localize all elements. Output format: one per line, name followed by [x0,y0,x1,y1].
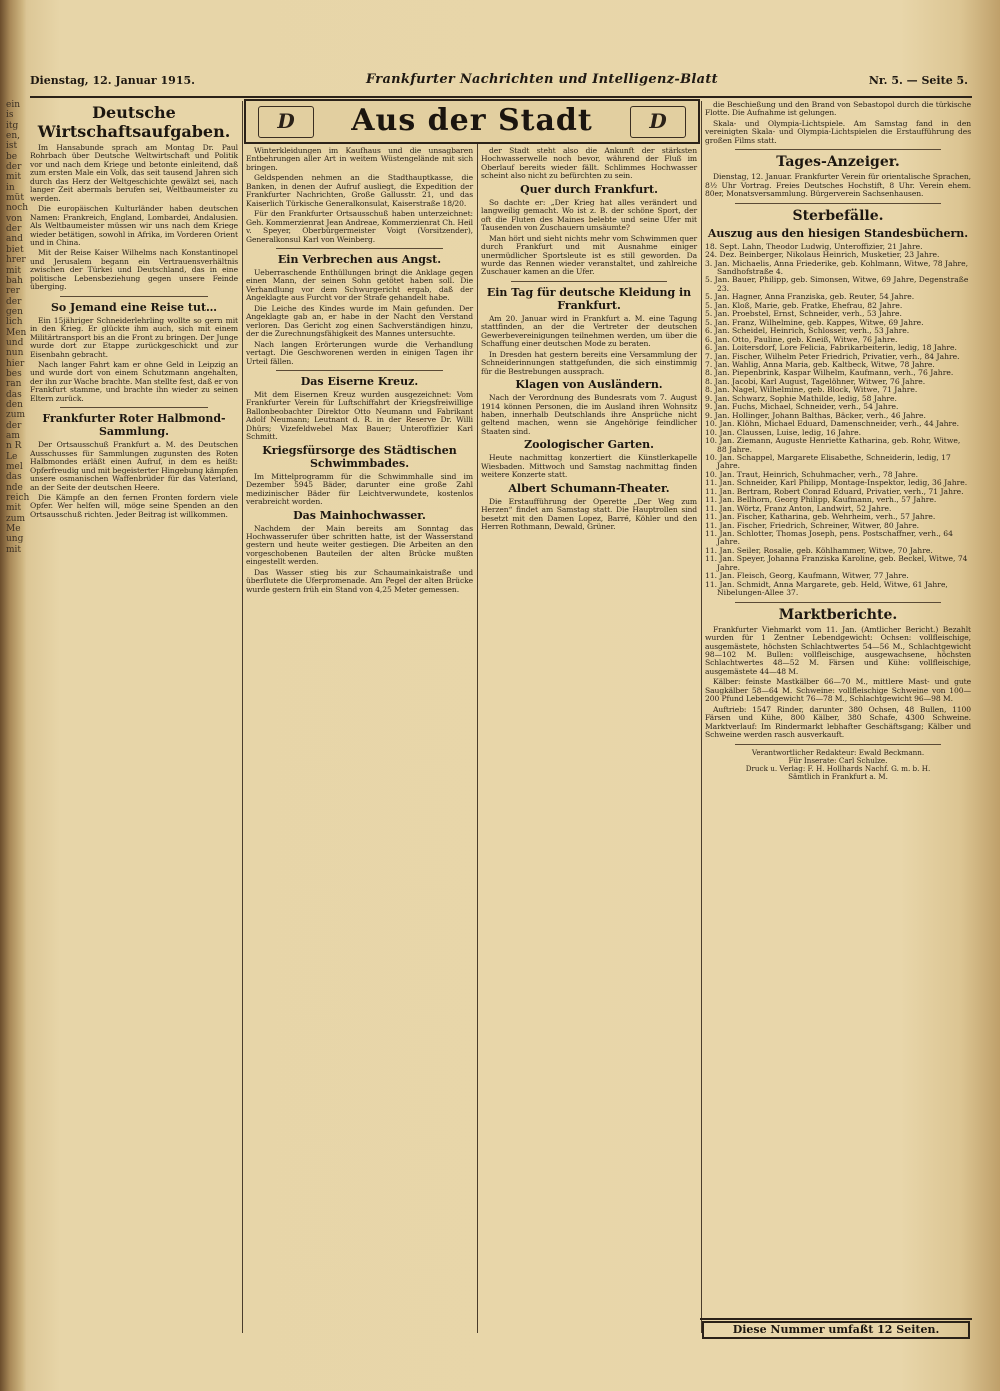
article-separator [276,248,443,249]
list-item: 8. Jan. Jacobi, Karl August, Tagelöhner, Witwer, 76 Jahre. [705,376,926,386]
section-heading: Sterbefälle. [792,207,884,224]
death-notices-list [705,243,971,598]
article-paragraph: Skala- und Olympia-Lichtspiele. Am Samstag fand in den vereinigten Skala- und Olympia-Lichtspielen die Erstaufführung des großen Films statt. [705,118,971,145]
section-heading: Tages-Anzeiger. [776,154,900,171]
column-2 [246,147,473,1333]
article-paragraph: Das Wasser stieg bis zur Schaumainkaistraße und überflutete die Uferpromenade. Am Pegel der alten Brücke wurde gestern früh ein Stand von 4,25 Meter gemessen. [246,567,473,594]
imprint [705,749,971,782]
article-paragraph: Am 20. Januar wird in Frankfurt a. M. eine Tagung stattfinden, an der die Vertreter der deutschen Gewerbevereinigungen teilnehmen werden, um über die Schaffung einer deutschen Mode zu beraten. [481,313,697,349]
article-paragraph: Die Leiche des Kindes wurde im Main gefunden. Der Angeklagte gab an, er habe in der Nacht den Verstand verloren. Das Gericht zog einen Sachverständigen hinzu, der die Zurechnungsfähigkeit des Mannes untersuchte. [246,303,473,339]
list-item: 11. Jan. Speyer, Johanna Franziska Karoline, geb. Beckel, Witwe, 74 Jahre. [705,554,968,572]
article-separator [735,744,941,745]
list-item: 9. Jan. Fuchs, Michael, Schneider, verh., 54 Jahre. [705,402,899,412]
page-header [30,70,970,94]
footer-rule [700,1318,972,1320]
article-heading: Albert Schumann-Theater. [508,481,670,495]
article-paragraph: So dachte er: „Der Krieg hat alles verändert und langweilig gemacht. Wo ist z. B. der schöne Sport, der oft die Fluten des Maines belebte und seine Ufer mit Tausenden von Zuschauern umsäumte? [481,197,697,233]
list-item: 5. Jan. Kloß, Marie, geb. Fratke, Ehefrau, 82 Jahre. [705,300,903,310]
section-banner [244,99,700,144]
list-item: 11. Jan. Schlotter, Thomas Joseph, pens. Postschaffner, verh., 64 Jahre. [705,529,953,547]
article-paragraph: Im Hansabunde sprach am Montag Dr. Paul Rohrbach über Deutsche Weltwirtschaft und Politik vor und nach dem Kriege und betonte einleitend, daß zum ersten Male ein Volk, das seit tausend Jahren sich durch das Herz der Weltgeschichte gewälzt sei, nach langer Zeit abermals berufen sei, Weltbaumeister zu werden. [30,143,238,203]
list-item: 7. Jan. Fischer, Wilhelm Peter Friedrich, Privatier, verh., 84 Jahre. [705,351,960,361]
article-separator [276,370,443,371]
article-paragraph: Frankfurter Viehmarkt vom 11. Jan. (Amtlicher Bericht.) Bezahlt wurden für 1 Zentner Lebendgewicht: Ochsen: vollfleischige, ausgemästete, höchsten Schlachtwertes 54—56 M., Schlachtgewicht 98—102 M. Bullen: vollfleischige, ausgewachsene, höchsten Schlachtwertes 48—52 M. Färsen und Kühe: vollfleischige, ausgemästete 44—48 M. [705,624,971,676]
article-heading: Deutsche Wirtschaftsaufgaben. [37,103,231,141]
list-item: 3. Jan. Michaelis, Anna Friederike, geb. Kohlmann, Witwe, 78 Jahre, Sandhofstraße 4. [705,258,969,276]
article-paragraph: die Beschießung und den Brand von Sebastopol durch die türkische Flotte. Die Aufnahme ist gelungen. [705,100,971,118]
article-paragraph: Der Ortsausschuß Frankfurt a. M. des Deutschen Ausschusses für Sammlungen zugunsten des Roten Halbmondes erläßt einen Aufruf, in dem es heißt: Opferfreudig und mit begeisterter Hingebung kämpfen unsere osmanischen Waffenbrüder für das Vaterland, an der Seite der deutschen Heere. [30,440,238,492]
article-paragraph: Nach der Verordnung des Bundesrats vom 7. August 1914 können Personen, die im Ausland ihren Wohnsitz haben, innerhalb Deutschlands ihre Ansprüche nicht geltend machen, wenn sie Angehörige feindlicher Staaten sind. [481,393,697,436]
article-paragraph: der Stadt steht also die Ankunft der stärksten Hochwasserwelle noch bevor, während der Fluß im Oberlauf bereits wieder fällt. Schlimmes Hochwasser scheint also nicht zu befürchten zu sein. [481,146,697,181]
article-separator [735,602,941,603]
list-item: 24. Dez. Beinberger, Nikolaus Heinrich, Musketier, 23 Jahre. [705,250,940,260]
page-count-notice: Diese Nummer umfaßt 12 Seiten. [702,1321,970,1339]
section-title: Aus der Stadt [351,103,593,138]
article-heading: So Jemand eine Reise tut… [50,300,218,314]
article-paragraph: Dienstag, 12. Januar. Frankfurter Verein für orientalische Sprachen, 8½ Uhr Vortrag. Freies Deutsches Hochstift, 8 Uhr. Verein ehem. 80er, Monatsversammlung. Bürgerverein Sachsenhausen. [705,172,971,199]
list-item: 5. Jan. Proebstel, Ernst, Schneider, verh., 53 Jahre. [705,309,902,319]
article-paragraph: Man hört und sieht nichts mehr vom Schwimmen quer durch Frankfurt und mit Ausnahme einiger unermüdlicher Sportsleute ist es still geworden. Da wurde das Rennen wieder veranstaltet, und zahlreiche Zuschauer kamen an die Ufer. [481,233,697,277]
list-item: 10. Jan. Ziemann, Auguste Henriette Katharina, geb. Rohr, Witwe, 88 Jahre. [705,436,961,454]
article-paragraph: Geldspenden nehmen an die Stadthauptkasse, die Banken, in denen der Aufruf ausliegt, die Expedition der Frankfurter Nachrichten, Große Gallusstr. 21, und das Kaiserlich Türkische Generalkonsulat, Kaiserstraße 18/20. [246,173,473,208]
list-item: 10. Jan. Schappel, Margarete Elisabethe, Schneiderin, ledig, 17 Jahre. [705,452,951,471]
article-separator [511,281,667,282]
article-paragraph: Ein 15jähriger Schneiderlehrling wollte so gern mit in den Krieg. Er glückte ihm auch, sich mit einem Militärtransport bis an die Front zu bringen. Der Junge wurde dort zur Etappe zurückgeschickt und zur Eisenbahn gebracht. [30,315,238,359]
article-paragraph: Im Mittelprogramm für die Schwimmhalle sind im Dezember 5945 Bäder, darunter eine große Zahl medizinischer Bäder für Leichtverwundete, kostenlos verabreicht worden. [246,471,473,507]
list-item: 6. Jan. Scheidel, Heinrich, Schlosser, verh., 53 Jahre. [705,326,910,336]
article-paragraph: Die Erstaufführung der Operette „Der Weg zum Herzen“ findet am Samstag statt. Die Hauptrollen sind besetzt mit den Damen Lopez, Barré, Köhler und den Herren Rothmann, Dewald, Grüner. [481,496,697,532]
article-heading: Das Mainhochwasser. [293,508,426,522]
article-paragraph: Die Kämpfe an den fernen Fronten fordern viele Opfer. Wer helfen will, möge seine Spenden an den Ortsausschuß richten. Jeder Beitrag ist willkommen. [30,492,238,519]
article-paragraph: In Dresden hat gestern bereits eine Versammlung der Schneiderinnungen stattgefunden, die sich einstimmig für die Bestrebungen aussprach. [481,349,697,376]
header-page-number: Nr. 5. — Seite 5. [868,74,968,87]
list-item: 11. Jan. Bellhorn, Georg Philipp, Kaufmann, verh., 57 Jahre. [705,495,937,505]
list-item: 6. Jan. Loitersdorf, Lore Felicia, Fabrikarbeiterin, ledig, 18 Jahre. [705,343,957,353]
imprint-line: Für Inserate: Carl Schulze. [788,755,888,765]
list-item: 10. Jan. Traut, Heinrich, Schuhmacher, verh., 78 Jahre. [705,469,918,479]
list-item: 11. Jan. Fischer, Katharina, geb. Wehrheim, verh., 57 Jahre. [705,512,936,522]
imprint-line: Druck u. Verlag: F. H. Hollhards Nachf. G. m. b. H. [745,763,931,773]
article-paragraph: Mit dem Eisernen Kreuz wurden ausgezeichnet: Vom Frankfurter Verein für Luftschiffahrt der Kriegsfreiwillige Ballonbeobachter Direktor Otto Neumann und Fabrikant Adolf Neumann; Leutnant d. R. in der Reserve Dr. Willi Dhürs; Vizefeldwebel Max Bauer; Unteroffizier Karl Schmitt. [246,389,473,442]
column-4 [705,101,971,1316]
article-paragraph: Heute nachmittag konzertiert die Künstlerkapelle Wiesbaden. Mittwoch und Samstag nachmittag finden weitere Konzerte statt. [481,453,697,480]
header-masthead: Frankfurter Nachrichten und Intelligenz-Blatt [366,72,718,87]
list-item: 11. Jan. Bertram, Robert Conrad Eduard, Privatier, verh., 71 Jahre. [705,486,964,496]
banner-ornament-left: D [258,106,314,138]
section-subheading: Auszug aus den hiesigen Standesbüchern. [707,226,969,240]
article-heading: Ein Verbrechen aus Angst. [277,252,442,266]
list-item: 9. Jan. Schwarz, Sophie Mathilde, ledig, 58 Jahre. [705,393,897,403]
column-rule [701,101,702,1333]
list-item: 8. Jan. Nagel, Wilhelmine, geb. Block, Witwe, 71 Jahre. [705,385,918,395]
previous-page-edge-text: ein is itg en, ist be der mit in müt noch von der and biet hrer mit bah rer der gen lich Men und nun hier bes ran das den zum der am n R Le mel das nde reich mit zum Me ung mit [6,100,30,555]
binding-gutter [0,0,30,1391]
list-item: 10. Jan. Claussen, Luise, ledig, 16 Jahre. [705,427,862,437]
article-paragraph: Kälber: feinste Mastkälber 66—70 M., mittlere Mast- und gute Saugkälber 58—64 M. Schweine: vollfleischige Schweine von 100—200 Pfund Lebendgewicht 76—78 M., Schlachtgewicht 96—98 M. [705,677,971,704]
article-heading: Das Eiserne Kreuz. [300,374,419,388]
list-item: 18. Sept. Lahn, Theodor Ludwig, Unteroffizier, 21 Jahre. [705,241,923,251]
article-separator [60,296,208,297]
list-item: 6. Jan. Otto, Pauline, geb. Kneiß, Witwe, 76 Jahre. [705,334,898,344]
list-item: 7. Jan. Wahlig, Anna Maria, geb. Kaltbeck, Witwe, 78 Jahre. [705,359,935,369]
list-item: 10. Jan. Klöhn, Michael Eduard, Damenschneider, verh., 44 Jahre. [705,419,960,429]
article-paragraph: Auftrieb: 1547 Rinder, darunter 380 Ochsen, 48 Bullen, 1100 Färsen und Kühe, 800 Kälber, 380 Schafe, 4300 Schweine. Marktverlauf: Im Rindermarkt lebhafter Geschäftsgang; Kälber und Schweine werden rasch ausverkauft. [705,704,971,740]
list-item: 11. Jan. Schneider, Karl Philipp, Montage-Inspektor, ledig, 36 Jahre. [705,478,968,488]
article-paragraph: Nach langer Fahrt kam er ohne Geld in Leipzig an und wurde dort von einem Schutzmann angehalten, der ihn zur Wache brachte. Man stellte fest, daß er von Frankfurt stamme, und brachte ihn wieder zu seinen Eltern zurück. [30,359,238,403]
article-paragraph: Winterkleidungen im Kaufhaus und die unsagbaren Entbehrungen aller Art in weitem Wüstengelände mit sich bringen. [246,146,473,172]
column-1 [30,101,238,1333]
list-item: 11. Jan. Schmidt, Anna Margarete, geb. Held, Witwe, 61 Jahre, Nibelungen-Allee 37. [705,579,948,598]
list-item: 11. Jan. Fischer, Friedrich, Schreiner, Witwer, 80 Jahre. [705,520,920,530]
article-paragraph: Die europäischen Kulturländer haben deutschen Namen: Frankreich, England, Lombardei, Andalusien. Als Weltbaumeister müssen wir uns nach dem Kriege wieder betätigen, sowohl in Afrika, im Vorderen Orient und in China. [30,204,238,247]
article-heading: Klagen von Ausländern. [515,378,663,392]
section-heading: Marktberichte. [778,606,898,623]
banner-ornament-right: D [630,106,686,138]
imprint-line: Sämtlich in Frankfurt a. M. [788,772,888,782]
list-item: 9. Jan. Hollinger, Johann Balthas, Bäcker, verh., 46 Jahre. [705,410,926,420]
list-item: 11. Jan. Wörtz, Franz Anton, Landwirt, 52 Jahre. [705,503,892,513]
article-heading: Ein Tag für deutsche Kleidung in Frankfurt. [486,285,692,312]
column-3 [481,147,697,1333]
article-paragraph: Ueberraschende Enthüllungen bringt die Anklage gegen einen Mann, der seinen Sohn getötet haben soll. Die Verhandlung vor dem Schwurgericht ergab, daß der Angeklagte aus Furcht vor der Strafe gehandelt habe. [246,267,473,303]
list-item: 11. Jan. Seiler, Rosalie, geb. Köhlhammer, Witwe, 70 Jahre. [705,545,933,555]
article-heading: Kriegsfürsorge des Städtischen Schwimmbades. [262,443,457,470]
article-paragraph: Nach langen Erörterungen wurde die Verhandlung vertagt. Die Geschworenen werden in einigen Tagen ihr Urteil fällen. [246,339,473,366]
article-separator [735,203,941,204]
column-rule [242,101,243,1333]
list-item: 5. Jan. Hagner, Anna Franziska, geb. Reuter, 54 Jahre. [705,292,915,302]
article-paragraph: Mit der Reise Kaiser Wilhelms nach Konstantinopel und Jerusalem begann ein Vertrauensverhältnis zwischen der Türkei und Deutschland, das in eine politische Lebensbeziehung gegen unsere Feinde überging. [30,248,238,292]
article-heading: Quer durch Frankfurt. [520,182,658,196]
column-rule [477,101,478,1333]
article-separator [60,407,208,408]
list-item: 11. Jan. Fleisch, Georg, Kaufmann, Witwer, 77 Jahre. [705,571,909,581]
article-heading: Frankfurter Roter Halbmond-Sammlung. [42,412,226,439]
header-date: Dienstag, 12. Januar 1915. [30,74,195,87]
article-paragraph: Für den Frankfurter Ortsausschuß haben unterzeichnet: Geh. Kommerzienrat Jean Andreae, Kommerzienrat Ch. Heil v. Speyer, Oberbürgermeister Voigt (Vorsitzender), Generalkonsul Karl von Weinberg. [246,209,473,244]
list-item: 8. Jan. Piepenbrink, Kaspar Wilhelm, Kaufmann, verh., 76 Jahre. [705,368,954,378]
article-separator [735,149,941,150]
article-paragraph: Nachdem der Main bereits am Sonntag das Hochwasserufer über schritten hatte, ist der Wasserstand gestern und heute weiter gestiegen. Die Arbeiten an den vorgeschobenen Bauteilen der alten Brücke mußten eingestellt werden. [246,523,473,567]
list-item: 5. Jan. Franz, Wilhelmine, geb. Kappes, Witwe, 69 Jahre. [705,317,924,327]
list-item: 5. Jan. Bauer, Philipp, geb. Simonsen, Witwe, 69 Jahre, Degenstraße 23. [705,275,969,293]
header-rule [30,96,972,98]
imprint-line: Verantwortlicher Redakteur: Ewald Beckmann. [751,747,925,757]
article-heading: Zoologischer Garten. [524,438,654,452]
